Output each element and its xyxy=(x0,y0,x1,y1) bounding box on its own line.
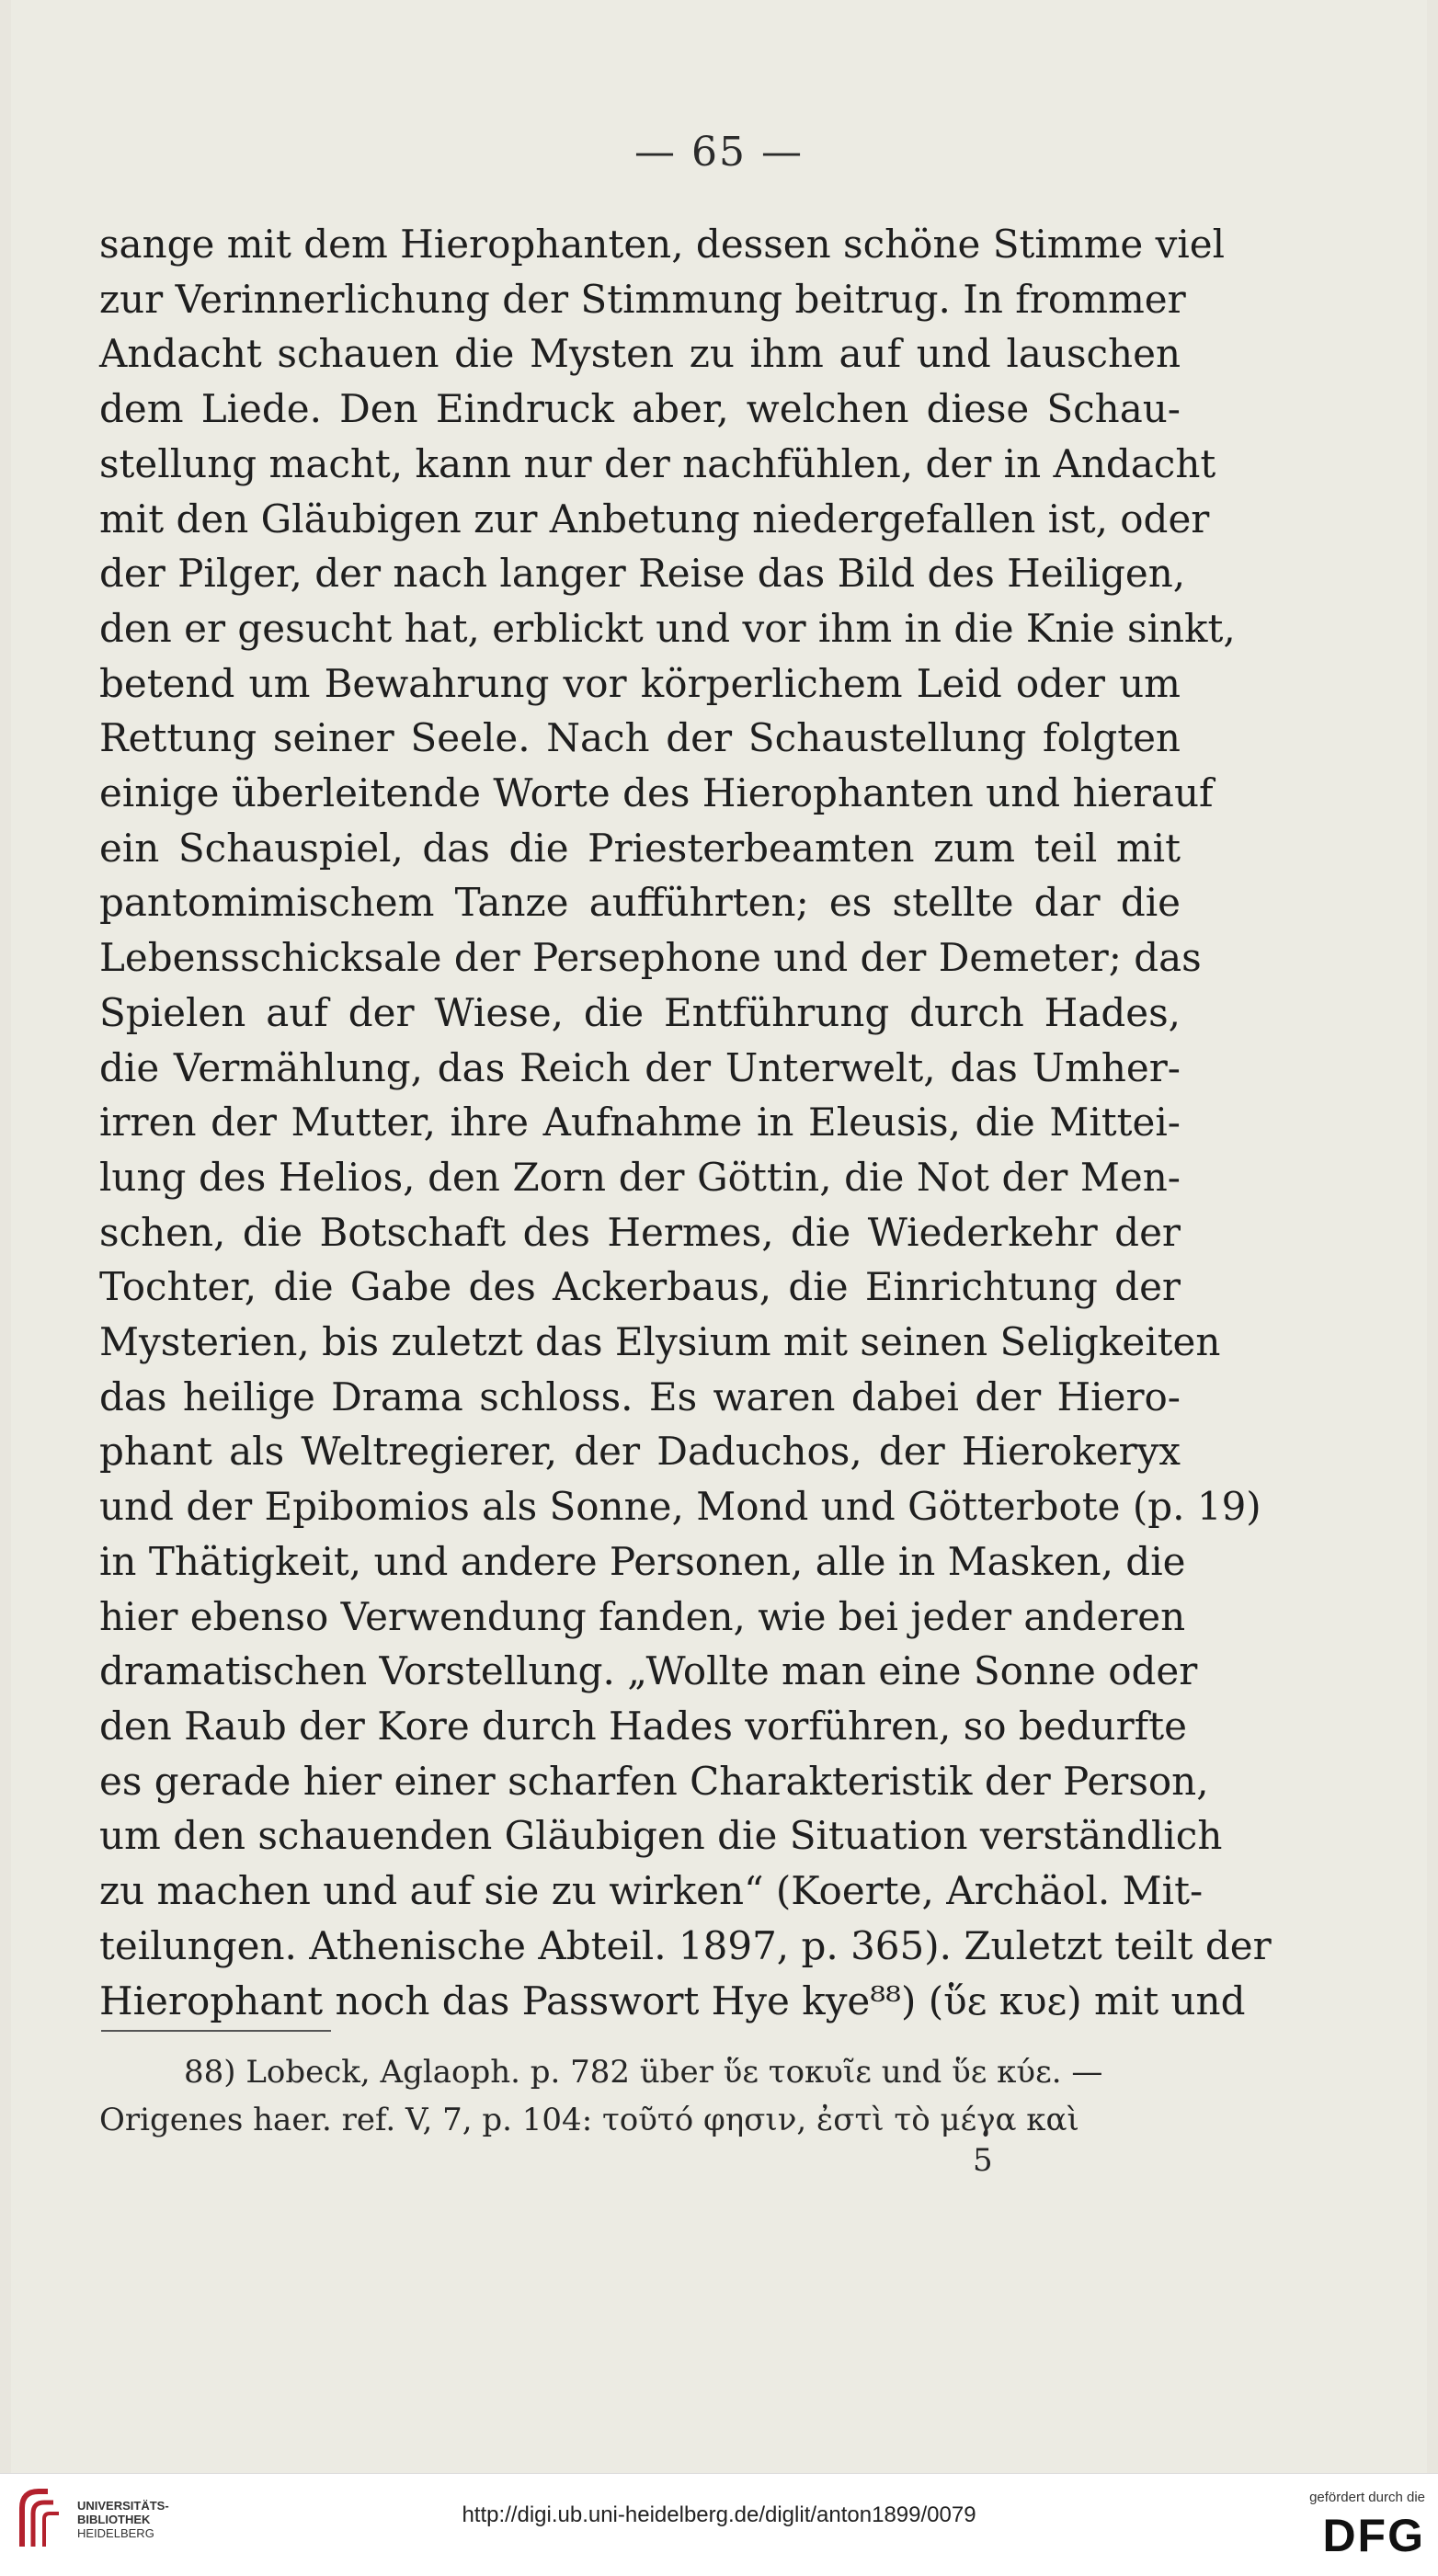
book-page xyxy=(11,0,1427,2473)
text-line: Mysterien, bis zuletzt das Elysium mit seinen Seligkeiten xyxy=(99,1319,1221,1365)
text-line: dem Liede. Den Eindruck aber, welchen diese Schau- xyxy=(99,386,1181,432)
library-name: UNIVERSITÄTS- BIBLIOTHEK HEIDELBERG xyxy=(77,2499,169,2540)
text-line: die Vermählung, das Reich der Unterwelt, das Umher- xyxy=(99,1044,1181,1090)
footnote-line: 88) Lobeck, Aglaoph. p. 782 über ὕε τοκυῖε und ὕε κύε. — xyxy=(184,2054,1103,2091)
source-url[interactable]: http://digi.ub.uni-heidelberg.de/diglit/anton1899/0079 xyxy=(462,2502,976,2527)
text-line: der Pilger, der nach langer Reise das Bild des Heiligen, xyxy=(99,551,1186,597)
page-number: — 65 — xyxy=(634,129,804,176)
text-line: Rettung seiner Seele. Nach der Schaustellung folgten xyxy=(99,715,1181,761)
text-line: Lebensschicksale der Persephone und der Demeter; das xyxy=(99,935,1202,981)
signature-mark: 5 xyxy=(973,2142,993,2179)
text-line: Hierophant noch das Passwort Hye kye⁸⁸) (ὕε κυε) mit und xyxy=(99,1978,1246,2023)
text-line: betend um Bewahrung vor körperlichem Leid oder um xyxy=(99,660,1181,706)
text-line: hier ebenso Verwendung fanden, wie bei jeder anderen xyxy=(99,1593,1186,1639)
text-line: Tochter, die Gabe des Ackerbaus, die Einrichtung der xyxy=(99,1264,1181,1310)
text-line: mit den Gläubigen zur Anbetung niedergefallen ist, oder xyxy=(99,496,1210,541)
text-line: in Thätigkeit, und andere Personen, alle in Masken, die xyxy=(99,1538,1186,1584)
text-line: zur Verinnerlichung der Stimmung beitrug. In frommer xyxy=(99,276,1186,322)
text-line: zu machen und auf sie zu wirken“ (Koerte, Archäol. Mit- xyxy=(99,1868,1204,1914)
text-line: teilungen. Athenische Abteil. 1897, p. 365). Zuletzt teilt der xyxy=(99,1922,1272,1968)
text-line: einige überleitende Worte des Hierophanten und hierauf xyxy=(99,770,1214,816)
text-line: pantomimischem Tanze aufführten; es stellte dar die xyxy=(99,880,1181,926)
funder-caption: gefördert durch die xyxy=(1309,2490,1425,2505)
text-line: schen, die Botschaft des Hermes, die Wiederkehr der xyxy=(99,1209,1181,1255)
text-line: das heilige Drama schloss. Es waren dabei der Hiero- xyxy=(99,1373,1181,1419)
text-line: dramatischen Vorstellung. „Wollte man eine Sonne oder xyxy=(99,1648,1198,1694)
body-text xyxy=(99,217,1272,2028)
text-line: stellung macht, kann nur der nachfühlen, der in Andacht xyxy=(99,440,1216,486)
text-line: ein Schauspiel, das die Priesterbeamten zum teil mit xyxy=(99,825,1181,871)
text-line: lung des Helios, den Zorn der Göttin, die Not der Men- xyxy=(99,1154,1181,1200)
text-line: phant als Weltregierer, der Daduchos, der Hierokeryx xyxy=(99,1429,1181,1475)
text-line: den er gesucht hat, erblickt und vor ihm in die Knie sinkt, xyxy=(99,605,1236,651)
text-line: sange mit dem Hierophanten, dessen schöne Stimme viel xyxy=(99,222,1226,267)
footnotes xyxy=(99,2048,1181,2144)
text-line: es gerade hier einer scharfen Charakteristik der Person, xyxy=(99,1758,1209,1804)
text-line: Andacht schauen die Mysten zu ihm auf und lauschen xyxy=(99,331,1181,377)
dfg-logo: DFG xyxy=(1322,2510,1425,2561)
footnote-line: Origenes haer. ref. V, 7, p. 104: τοῦτό φησιν, ἐστὶ τὸ μέγα καὶ xyxy=(99,2102,1079,2138)
text-line: irren der Mutter, ihre Aufnahme in Eleusis, die Mittei- xyxy=(99,1100,1181,1146)
text-line: Spielen auf der Wiese, die Entführung durch Hades, xyxy=(99,989,1181,1035)
text-line: den Raub der Kore durch Hades vorführen, so bedurfte xyxy=(99,1703,1187,1749)
text-line: und der Epibomios als Sonne, Mond und Götterbote (p. 19) xyxy=(99,1484,1261,1530)
footnote-rule xyxy=(101,2030,331,2032)
text-line: um den schauenden Gläubigen die Situation verständlich xyxy=(99,1813,1223,1859)
